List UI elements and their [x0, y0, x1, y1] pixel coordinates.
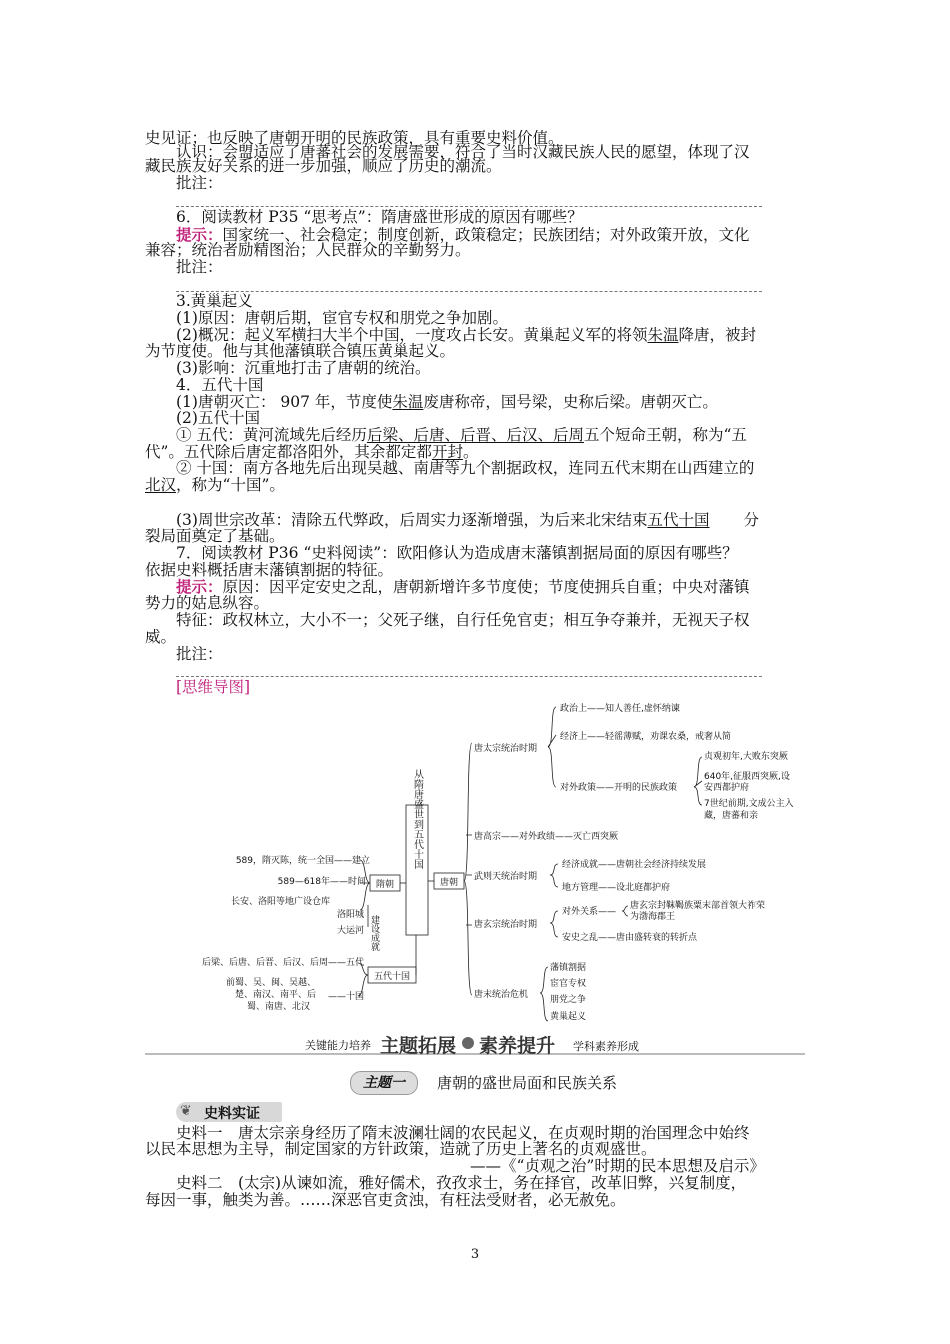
annotation-label: 批注：: [176, 174, 223, 192]
sui-item: 大运河: [336, 926, 364, 936]
xuan-item: 唐玄宗封靺鞨族粟末部首领大祚荣: [630, 901, 766, 911]
divider: [176, 676, 762, 677]
sui-item: 589，隋灭陈，统一全国——建立: [235, 856, 370, 866]
banner-mid2: 素养提升: [479, 1035, 556, 1057]
text-line: 认识：会盟适应了唐蕃社会的发展需要，符合了当时汉藏民族人民的愿望，体现了汉: [176, 143, 750, 161]
foreign-item: 7世纪前期,文成公主入: [704, 799, 794, 809]
text-line: 依据史料概括唐末藩镇割据的特征。: [145, 561, 394, 579]
source-line: 每因一事，触类为善。……深恶官吏贪浊，有枉法受财者，必无赦免。: [145, 1191, 626, 1209]
text-line: (1)原因：唐朝后期，宦官专权和朋党之争加剧。: [176, 309, 508, 327]
text-line: 兼容；统治者励精图治；人民群众的辛勤努力。: [145, 241, 471, 259]
gaozong-label: 唐高宗——对外政绩——灭亡西突厥: [474, 832, 619, 842]
hint-label: 提示：: [176, 225, 223, 244]
sui-item: 洛阳城: [336, 910, 364, 920]
source-line: 以民本思想为主导，制定国家的方针政策，造就了历史上著名的贞观盛世。: [145, 1140, 657, 1158]
banner-mid1: 主题拓展: [380, 1035, 457, 1057]
topic-title: 唐朝的盛世局面和民族关系: [437, 1074, 618, 1092]
text-line: 代”。五代除后唐定都洛阳外，其余都定都开封。: [145, 443, 479, 461]
divider: [176, 206, 762, 207]
text-line: (2)概况：起义军横扫大半个中国，一度攻占长安。黄巢起义军的将领朱温降唐，被封: [176, 326, 756, 344]
wudai-item: 前蜀、吴、闽、吴越、: [225, 978, 316, 988]
source-line: 史料二 (太宗)从谏如流，雅好儒术，孜孜求士，务在择官，改革旧弊，兴复制度，: [176, 1174, 747, 1192]
hint-line: 提示：原因：因平定安史之乱，唐朝新增许多节度使；节度使拥兵自重；中央对藩镇: [176, 577, 750, 596]
hint-label: 提示：: [176, 577, 223, 596]
section-tag-label: 史料实证: [204, 1106, 260, 1122]
text-line: ② 十国：南方各地先后出现吴越、南唐等九个割据政权，连同五代末期在山西建立的: [176, 459, 755, 477]
mindmap-title: [思维导图]: [176, 678, 251, 696]
section-heading: 4．五代十国: [176, 376, 264, 394]
xuanzong-label: 唐玄宗统治时期: [474, 920, 538, 930]
tangmo-item: 黄巢起义: [550, 1012, 587, 1022]
sui-item: 长安、洛阳等地广设仓库: [230, 897, 330, 907]
foreign-item: 安西都护府: [704, 783, 750, 793]
text-line: (3)影响：沉重地打击了唐朝的统治。: [176, 359, 431, 377]
hint-text: 国家统一、社会稳定；制度创新，政策稳定；民族团结；对外政策开放，文化: [222, 226, 750, 244]
question-6: 6．阅读教材 P35 “思考点”：隋唐盛世形成的原因有哪些？: [176, 208, 583, 226]
underlined-answer: 北汉: [145, 476, 177, 494]
text-line: 裂局面奠定了基础。: [145, 527, 285, 545]
text-line: 为节度使。他与其他藩镇联合镇压黄巢起义。: [145, 342, 456, 360]
section-banner: [145, 1033, 805, 1059]
wudai-item: 后梁、后唐、后晋、后汉、后周——五代: [201, 958, 364, 968]
wu-item: 经济成就——唐朝社会经济持续发展: [562, 860, 707, 870]
taizong-label: 唐太宗统治时期: [474, 744, 538, 754]
annotation-label: 批注：: [176, 258, 223, 276]
tangmo-item: 藩镇割据: [550, 963, 587, 973]
text-line: 势力的姑息纵容。: [145, 594, 270, 612]
underlined-answer: 朱温: [647, 326, 679, 344]
taizong-item: 政治上——知人善任,虚怀纳谏: [560, 704, 680, 714]
arrow-icon: [462, 1037, 474, 1049]
wuzetian-label: 武则天统治时期: [474, 872, 538, 882]
text-line: 威。: [145, 628, 177, 646]
sui-label: 隋朝: [375, 880, 395, 890]
text-line: (3)周世宗改革：清除五代弊政，后周实力逐渐增强，为后来北宋结束五代十国 分: [176, 511, 759, 529]
tangmo-item: 朋党之争: [550, 995, 587, 1005]
text-line: 特征：政权林立，大小不一；父死子继，自行任免官吏；相互争夺兼并，无视天子权: [176, 611, 750, 629]
center-label: 从隋唐盛世到五代十国: [411, 769, 423, 869]
xuan-item: 对外关系——: [562, 907, 617, 917]
source-line: 史料一 唐太宗亲身经历了隋末波澜壮阔的农民起义，在贞观时期的治国理念中始终: [176, 1124, 750, 1142]
question-7: 7．阅读教材 P36 “史料阅读”：欧阳修认为造成唐末藩镇割据局面的原因有哪些？: [176, 544, 738, 562]
underlined-answer: 后梁、后唐、后晋、后汉、后周: [366, 426, 584, 444]
taizong-item: 对外政策——开明的民族政策: [560, 783, 678, 793]
underlined-answer: 开封: [431, 443, 463, 461]
wudai-label: 五代十国: [373, 972, 411, 982]
leaf-icon: ❦: [180, 1103, 192, 1119]
taizong-item: 经济上——轻徭薄赋，劝课农桑，戒奢从简: [560, 732, 732, 742]
text-line: (2)五代十国: [176, 409, 260, 427]
annotation-label: 批注：: [176, 645, 223, 663]
text-line: 史见证；也反映了唐朝开明的民族政策，具有重要史料价值。: [145, 129, 564, 147]
text-line: 北汉，称为“十国”。: [145, 476, 285, 494]
banner-right: 学科素养形成: [573, 1040, 639, 1053]
topic-badge: 主题一: [350, 1071, 418, 1095]
text-line: (1)唐朝灭亡： 907 年，节度使朱温废唐称帝，国号梁，史称后梁。唐朝灭亡。: [176, 393, 718, 411]
tangmo-label: 唐末统治危机: [474, 990, 529, 1000]
underlined-answer: 朱温: [392, 393, 424, 411]
foreign-item: 贞观初年,大败东突厥: [704, 752, 788, 762]
section-heading: 3.黄巢起义: [176, 292, 253, 310]
divider: [176, 291, 762, 292]
banner-left: 关键能力培养: [305, 1039, 371, 1052]
text-line: 藏民族友好关系的进一步加强，顺应了历史的潮流。: [145, 157, 502, 175]
foreign-item: 640年,征服西突厥,设: [704, 772, 790, 782]
source-citation: ——《“贞观之治”时期的民本思想及启示》: [470, 1157, 765, 1175]
mind-map: [170, 695, 810, 1025]
text-line: ① 五代：黄河流域先后经历后梁、后唐、后晋、后汉、后周五个短命王朝，称为“五: [176, 426, 747, 444]
foreign-item: 藏，唐蕃和亲: [704, 811, 759, 821]
sui-item: 建设成就: [369, 915, 379, 951]
xuan-item: 为渤海郡王: [630, 912, 676, 922]
underlined-answer: 五代十国: [647, 511, 710, 529]
wu-item: 地方管理——设北庭都护府: [562, 883, 671, 893]
page-number: 3: [470, 1247, 480, 1262]
wudai-item: ——十国: [327, 992, 364, 1002]
section-tag: [176, 1102, 282, 1122]
wudai-item: 蜀、南唐、北汉: [246, 1002, 310, 1012]
wudai-item: 楚、南汉、南平、后: [234, 990, 316, 1000]
tangmo-item: 宦官专权: [550, 979, 587, 989]
sui-item: 589—618年——时间: [277, 877, 366, 887]
xuan-item: 安史之乱——唐由盛转衰的转折点: [562, 933, 698, 943]
tang-label: 唐朝: [439, 878, 459, 888]
